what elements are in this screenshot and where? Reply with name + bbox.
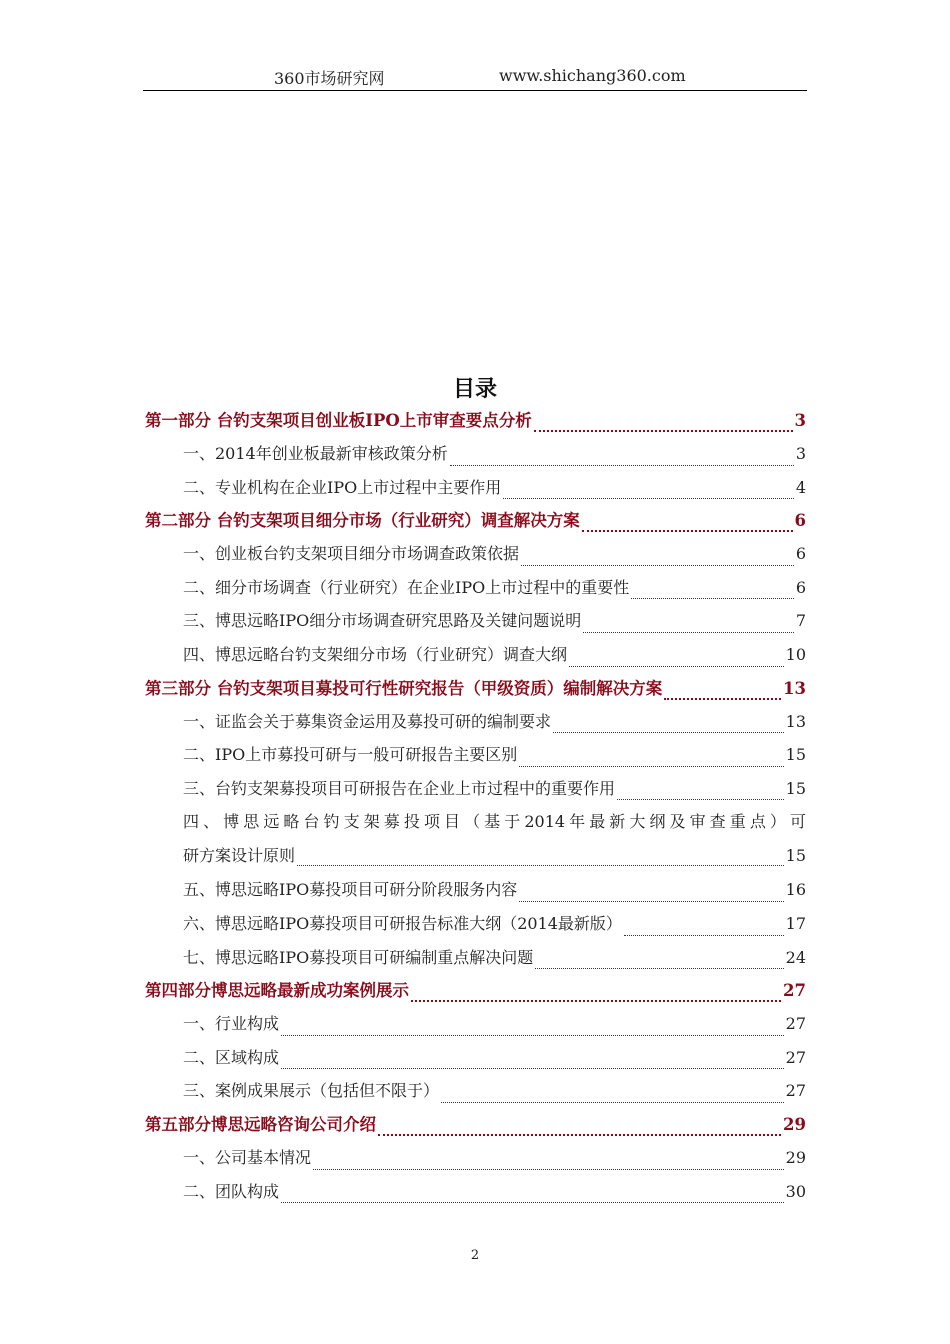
toc-entry-text: 三、台钓支架募投项目可研报告在企业上市过程中的重要作用 [183,778,616,798]
toc-page-number: 6 [795,544,806,564]
toc-page-number: 13 [785,711,806,731]
toc-entry-text: 一、证监会关于募集资金运用及募投可研的编制要求 [183,711,552,731]
toc-page-number: 16 [785,880,806,900]
toc-entry-continuation [145,839,806,873]
toc-page-number: 3 [794,411,806,430]
toc-item[interactable] [145,907,806,941]
header-rule [143,90,807,91]
toc-entry-text: 一、2014年创业板最新审核政策分析 [183,444,448,463]
toc-item[interactable] [145,571,806,605]
toc-page-number: 27 [785,1081,806,1101]
toc-page-number: 15 [785,846,806,866]
page-header [143,66,807,92]
toc-entry-text: 二、IPO上市募投可研与一般可研报告主要区别 [183,745,518,765]
leader-dots [378,1134,781,1136]
toc-entry-text: 二、细分市场调查（行业研究）在企业IPO上市过程中的重要性 [183,577,630,597]
leader-dots [519,766,783,767]
leader-dots [534,430,793,432]
toc-page-number: 24 [785,947,806,967]
toc-page-number: 27 [785,1014,806,1034]
leader-dots [281,1202,784,1203]
toc-entry-text: 第二部分 台钓支架项目细分市场（行业研究）调查解决方案 [145,511,580,531]
toc-entry-text: 四、博思远略台钓支架募投项目（基于2014年最新大纲及审查重点）可 [183,812,806,832]
toc-entry-text: 七、博思远略IPO募投项目可研编制重点解决问题 [183,947,534,967]
leader-dots [624,935,784,936]
leader-dots [583,632,794,633]
leader-dots [519,901,783,902]
header-url: www.shichang360.com [499,66,686,85]
leader-dots [535,968,783,969]
toc-page-number: 4 [795,477,806,497]
toc-item[interactable] [145,437,806,471]
toc-entry-text-2: 研方案设计原则 [183,846,296,866]
toc-page-number: 6 [794,511,806,531]
toc-item[interactable] [145,638,806,672]
toc-page-number: 13 [783,678,806,698]
toc-item-wrapped[interactable] [145,805,806,873]
toc-entry-text: 五、博思远略IPO募投项目可研分阶段服务内容 [183,880,518,900]
toc-entry-text: 一、行业构成 [183,1014,280,1034]
toc-item[interactable] [145,537,806,571]
toc-item[interactable] [145,1041,806,1075]
toc-item[interactable] [145,772,806,806]
leader-dots [313,1169,784,1170]
toc-entry-text: 第一部分 台钓支架项目创业板IPO上市审查要点分析 [145,411,532,430]
toc-page-number: 10 [785,644,806,664]
toc-page-number: 27 [783,981,806,1001]
leader-dots [411,1000,781,1002]
toc-part-4[interactable] [145,974,806,1007]
toc-entry-text: 一、创业板台钓支架项目细分市场调查政策依据 [183,544,520,564]
toc-item[interactable] [145,604,806,638]
leader-dots [441,1102,784,1103]
toc-entry-text: 第三部分 台钓支架项目募投可行性研究报告（甲级资质）编制解决方案 [145,678,663,698]
toc-part-1[interactable] [145,404,806,437]
toc-entry-text: 二、区域构成 [183,1047,280,1067]
table-of-contents [145,404,806,1208]
leader-dots [281,1068,784,1069]
leader-dots [617,799,784,800]
leader-dots [521,565,794,566]
leader-dots [503,498,794,499]
toc-page-number: 27 [785,1047,806,1067]
toc-item[interactable] [145,1141,806,1175]
toc-item[interactable] [145,705,806,739]
toc-page-number: 3 [795,444,806,463]
toc-item[interactable] [145,1007,806,1041]
toc-entry-text: 四、博思远略台钓支架细分市场（行业研究）调查大纲 [183,644,568,664]
toc-part-2[interactable] [145,504,806,537]
toc-page-number: 15 [785,745,806,765]
leader-dots [553,732,784,733]
leader-dots [569,666,784,667]
toc-page-number: 30 [785,1181,806,1201]
toc-item[interactable] [145,873,806,907]
toc-page-number: 29 [783,1114,806,1134]
toc-entry-text: 第四部分博思远略最新成功案例展示 [145,981,409,1001]
leader-dots [582,530,793,532]
toc-entry-text: 第五部分博思远略咨询公司介绍 [145,1114,376,1134]
leader-dots [631,598,794,599]
toc-title: 目录 [452,376,497,402]
toc-page-number: 6 [795,577,806,597]
leader-dots [664,698,781,700]
leader-dots [297,865,784,866]
toc-item[interactable] [145,1074,806,1108]
toc-item[interactable] [145,941,806,975]
toc-page-number: 29 [785,1147,806,1167]
toc-page-number: 17 [785,913,806,933]
toc-entry-text: 二、专业机构在企业IPO上市过程中主要作用 [183,477,502,497]
header-site-name: 360市场研究网 [274,69,385,88]
toc-entry-text: 三、案例成果展示（包括但不限于） [183,1081,440,1101]
toc-item[interactable] [145,471,806,505]
leader-dots [450,465,794,466]
toc-item[interactable] [145,1175,806,1209]
toc-part-3[interactable] [145,672,806,705]
leader-dots [281,1035,784,1036]
toc-item[interactable] [145,738,806,772]
toc-entry-text: 二、团队构成 [183,1181,280,1201]
toc-entry-text: 六、博思远略IPO募投项目可研报告标准大纲（2014最新版） [183,913,622,933]
toc-page-number: 15 [785,778,806,798]
toc-part-5[interactable] [145,1108,806,1141]
page-number: 2 [470,1248,480,1263]
toc-page-number: 7 [795,611,806,631]
toc-entry-text: 三、博思远略IPO细分市场调查研究思路及关键问题说明 [183,611,582,631]
toc-entry-text: 一、公司基本情况 [183,1147,312,1167]
